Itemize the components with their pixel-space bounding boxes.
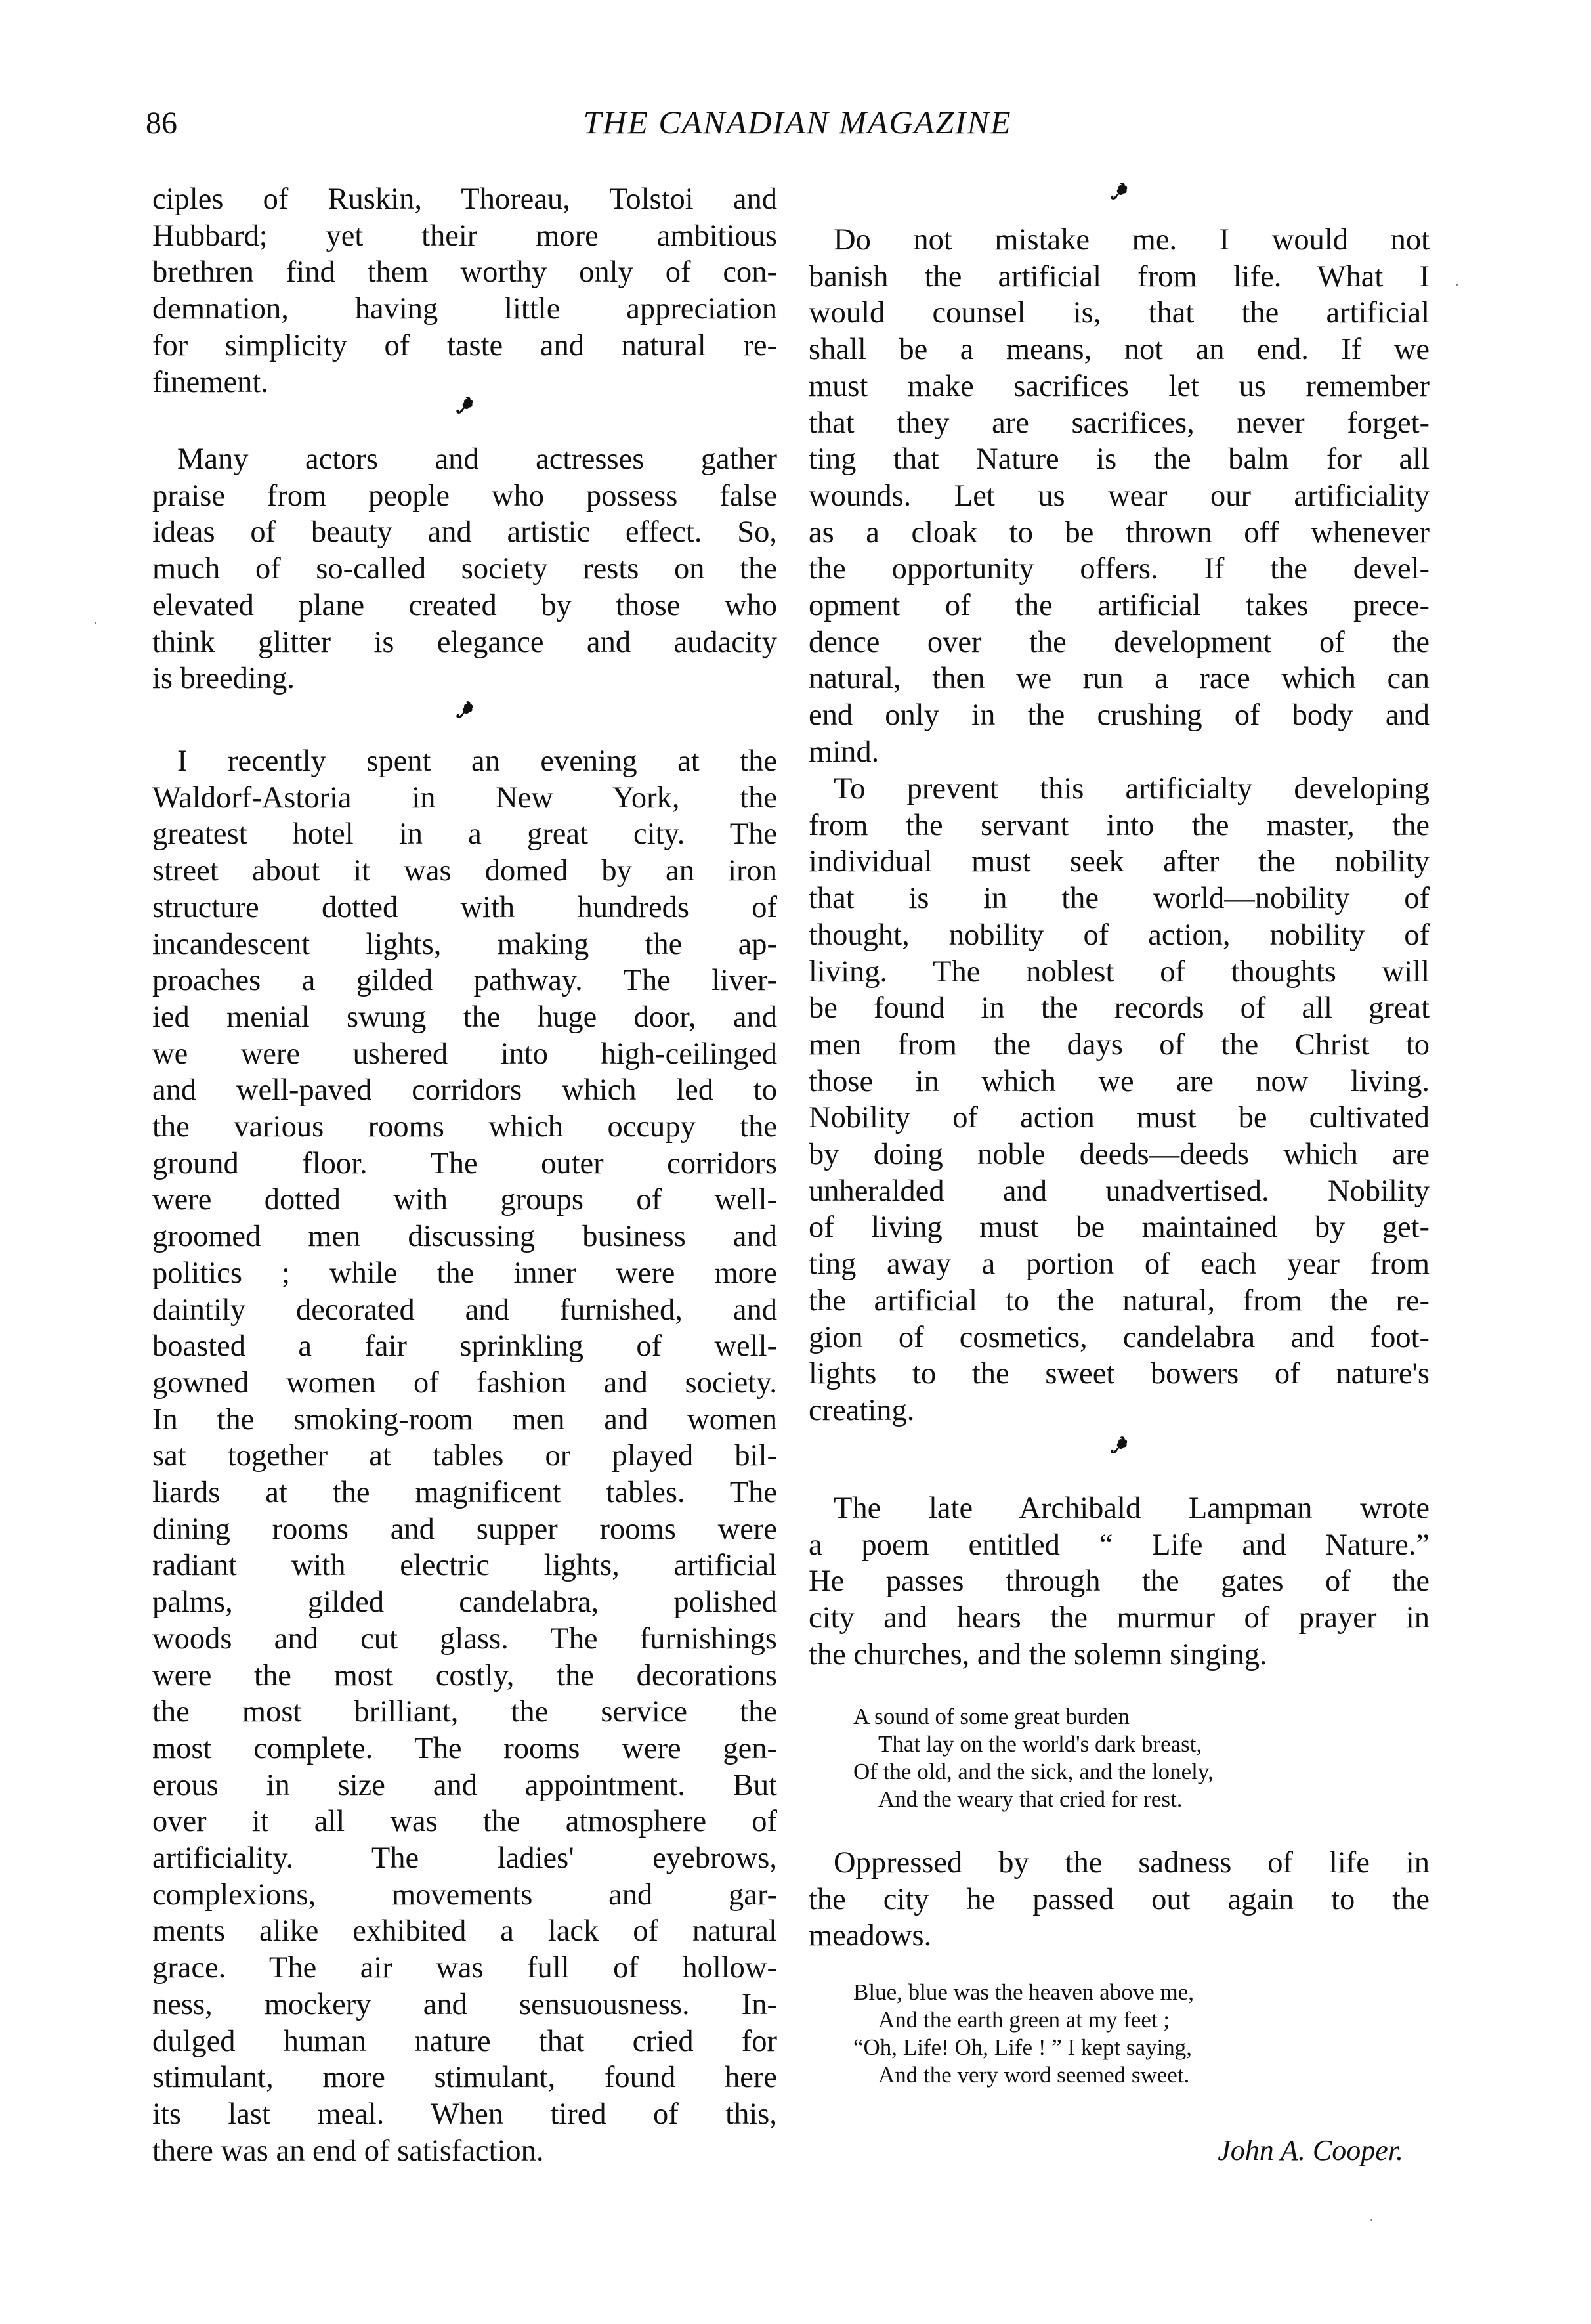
paragraph-line: street about it was domed by an iron xyxy=(152,854,777,888)
paragraph-line: ting that Nature is the balm for all xyxy=(809,442,1430,477)
paragraph-line: the artificial to the natural, from the re- xyxy=(809,1283,1430,1318)
paragraph-line: grace. The air was full of hollow- xyxy=(152,1951,777,1985)
paragraph-line: from the servant into the master, the xyxy=(809,808,1430,842)
running-title: THE CANADIAN MAGAZINE xyxy=(583,104,1012,140)
fleuron-icon xyxy=(454,699,476,721)
paragraph-line: groomed men discussing business and xyxy=(152,1220,777,1254)
paragraph-line: the various rooms which occupy the xyxy=(152,1110,777,1144)
paragraph-line: that they are sacrifices, never forget- xyxy=(809,406,1430,440)
paragraph-line: demnation, having little appreciation xyxy=(152,292,777,326)
paragraph-line: politics ; while the inner were more xyxy=(152,1256,777,1290)
paragraph-line: of living must be maintained by get- xyxy=(809,1211,1430,1245)
paragraph-line: were dotted with groups of well- xyxy=(152,1183,777,1217)
poem-line: Of the old, and the sick, and the lonely, xyxy=(853,1759,1214,1784)
paragraph-line: liards at the magnificent tables. The xyxy=(152,1476,777,1509)
poem-line: A sound of some great burden xyxy=(853,1704,1130,1729)
paragraph-line: dulged human nature that cried for xyxy=(152,2024,777,2058)
paragraph-line: Nobility of action must be cultivated xyxy=(809,1101,1430,1135)
paragraph-line: ground floor. The outer corridors xyxy=(152,1146,777,1180)
paragraph-line: ness, mockery and sensuousness. In- xyxy=(152,1987,777,2021)
paragraph-line: ideas of beauty and artistic effect. So, xyxy=(152,515,777,549)
paragraph-line: proaches a gilded pathway. The liver- xyxy=(152,964,777,998)
paragraph-line: and well-paved corridors which led to xyxy=(152,1073,777,1108)
paragraph-line: In the smoking-room men and women xyxy=(152,1402,777,1436)
poem-line: And the earth green at my feet ; xyxy=(878,2007,1170,2033)
paragraph-line: I recently spent an evening at the xyxy=(177,744,777,778)
paragraph-line: be found in the records of all great xyxy=(809,991,1430,1025)
paragraph-line: is breeding. xyxy=(152,662,295,696)
paragraph-line: would counsel is, that the artificial xyxy=(809,296,1430,330)
paragraph-line: the most brilliant, the service the xyxy=(152,1695,777,1729)
paragraph-line: sat together at tables or played bil- xyxy=(152,1439,777,1473)
paragraph-line: ciples of Ruskin, Thoreau, Tolstoi and xyxy=(152,183,777,216)
paragraph-line: there was an end of satisfaction. xyxy=(152,2134,544,2168)
paragraph-line: daintily decorated and furnished, and xyxy=(152,1293,777,1327)
section-ornament xyxy=(809,1434,1430,1460)
page-number: 86 xyxy=(146,106,177,140)
poem-line: And the very word seemed sweet. xyxy=(878,2062,1190,2088)
paragraph-line: He passes through the gates of the xyxy=(809,1564,1430,1599)
paragraph-line: thought, nobility of action, nobility of xyxy=(809,918,1430,952)
paragraph-line: lights to the sweet bowers of nature's xyxy=(809,1357,1430,1391)
poem-line: And the weary that cried for rest. xyxy=(878,1786,1183,1812)
paragraph-line: a poem entitled “ Life and Nature.” xyxy=(809,1528,1430,1562)
paragraph-line: that is in the world—nobility of xyxy=(809,882,1430,916)
paragraph-line: natural, then we run a race which can xyxy=(809,662,1430,696)
paragraph-line: must make sacrifices let us remember xyxy=(809,369,1430,403)
paragraph-line: dence over the development of the xyxy=(809,625,1430,659)
paragraph-line: opment of the artificial takes prece- xyxy=(809,589,1430,622)
paragraph-line: shall be a means, not an end. If we xyxy=(809,333,1430,367)
paragraph-line: incandescent lights, making the ap- xyxy=(152,927,777,961)
paragraph-line: ments alike exhibited a lack of natural xyxy=(152,1914,777,1948)
paragraph-line: end only in the crushing of body and xyxy=(809,699,1430,733)
paragraph-line: living. The noblest of thoughts will xyxy=(809,955,1430,989)
paragraph-line: The late Archibald Lampman wrote xyxy=(834,1492,1430,1525)
poem-line: Blue, blue was the heaven above me, xyxy=(853,1979,1194,2005)
paragraph-line: dining rooms and supper rooms were xyxy=(152,1512,777,1546)
fleuron-icon xyxy=(1108,180,1130,202)
paragraph-line: erous in size and appointment. But xyxy=(152,1768,777,1802)
paragraph-line: ied menial swung the huge door, and xyxy=(152,1000,777,1034)
paragraph-line: Oppressed by the sadness of life in xyxy=(834,1846,1430,1880)
section-ornament xyxy=(152,394,777,420)
paragraph-line: structure dotted with hundreds of xyxy=(152,890,777,924)
paragraph-line: ting away a portion of each year from xyxy=(809,1247,1430,1281)
paragraph-line: To prevent this artificialty developing xyxy=(834,772,1430,806)
fleuron-icon xyxy=(454,394,476,416)
paragraph-line: most complete. The rooms were gen- xyxy=(152,1731,777,1765)
paragraph-line: as a cloak to be thrown off whenever xyxy=(809,515,1430,549)
paragraph-line: the churches, and the solemn singing. xyxy=(809,1637,1267,1671)
author-signature: John A. Cooper. xyxy=(1218,2134,1403,2166)
paragraph-line: Waldorf-Astoria in New York, the xyxy=(152,781,777,815)
paragraph-line: stimulant, more stimulant, found here xyxy=(152,2061,777,2095)
paragraph-line: unheralded and unadvertised. Nobility xyxy=(809,1174,1430,1208)
paragraph-line: for simplicity of taste and natural re- xyxy=(152,328,777,362)
paragraph-line: the opportunity offers. If the devel- xyxy=(809,552,1430,586)
paragraph-line: elevated plane created by those who xyxy=(152,588,777,622)
paragraph-line: Hubbard; yet their more ambitious xyxy=(152,219,777,253)
paragraph-line: mind. xyxy=(809,735,880,769)
paragraph-line: by doing noble deeds—deeds which are xyxy=(809,1138,1430,1171)
paragraph-line: banish the artificial from life. What I xyxy=(809,259,1430,293)
section-ornament xyxy=(152,699,777,725)
paragraph-line: we were ushered into high-ceilinged xyxy=(152,1037,777,1071)
paragraph-line: creating. xyxy=(809,1393,915,1427)
paragraph-line: wounds. Let us wear our artificiality xyxy=(809,479,1430,513)
paragraph-line: palms, gilded candelabra, polished xyxy=(152,1585,777,1620)
paragraph-line: complexions, movements and gar- xyxy=(152,1878,777,1912)
paragraph-line: city and hears the murmur of prayer in xyxy=(809,1601,1430,1635)
paragraph-line: much of so-called society rests on the xyxy=(152,552,777,586)
paragraph-line: those in which we are now living. xyxy=(809,1064,1430,1098)
paragraph-line: over it all was the atmosphere of xyxy=(152,1805,777,1839)
paragraph-line: greatest hotel in a great city. The xyxy=(152,817,777,851)
paragraph-line: its last meal. When tired of this, xyxy=(152,2097,777,2131)
paragraph-line: think glitter is elegance and audacity xyxy=(152,625,777,659)
scan-speck xyxy=(1456,284,1458,286)
poem-line: That lay on the world's dark breast, xyxy=(878,1731,1202,1757)
scan-speck xyxy=(95,622,96,624)
paragraph-line: radiant with electric lights, artificial xyxy=(152,1549,777,1583)
paragraph-line: finement. xyxy=(152,365,268,399)
paragraph-line: brethren find them worthy only of con- xyxy=(152,255,777,290)
paragraph-line: meadows. xyxy=(809,1919,932,1953)
fleuron-icon xyxy=(1108,1434,1130,1456)
paragraph-line: individual must seek after the nobility xyxy=(809,845,1430,879)
scan-speck xyxy=(1370,2219,1372,2221)
poem-line: “Oh, Life! Oh, Life ! ” I kept saying, xyxy=(853,2034,1193,2060)
paragraph-line: Many actors and actresses gather xyxy=(177,442,777,476)
paragraph-line: the city he passed out again to the xyxy=(809,1882,1430,1916)
paragraph-line: men from the days of the Christ to xyxy=(809,1027,1430,1062)
paragraph-line: Do not mistake me. I would not xyxy=(834,223,1430,257)
paragraph-line: boasted a fair sprinkling of well- xyxy=(152,1329,777,1364)
paragraph-line: gowned women of fashion and society. xyxy=(152,1366,777,1400)
paragraph-line: were the most costly, the decorations xyxy=(152,1658,777,1692)
paragraph-line: gion of cosmetics, candelabra and foot- xyxy=(809,1320,1430,1354)
section-ornament xyxy=(809,180,1430,206)
paragraph-line: woods and cut glass. The furnishings xyxy=(152,1622,777,1656)
paragraph-line: praise from people who possess false xyxy=(152,479,777,513)
paragraph-line: artificiality. The ladies' eyebrows, xyxy=(152,1841,777,1875)
